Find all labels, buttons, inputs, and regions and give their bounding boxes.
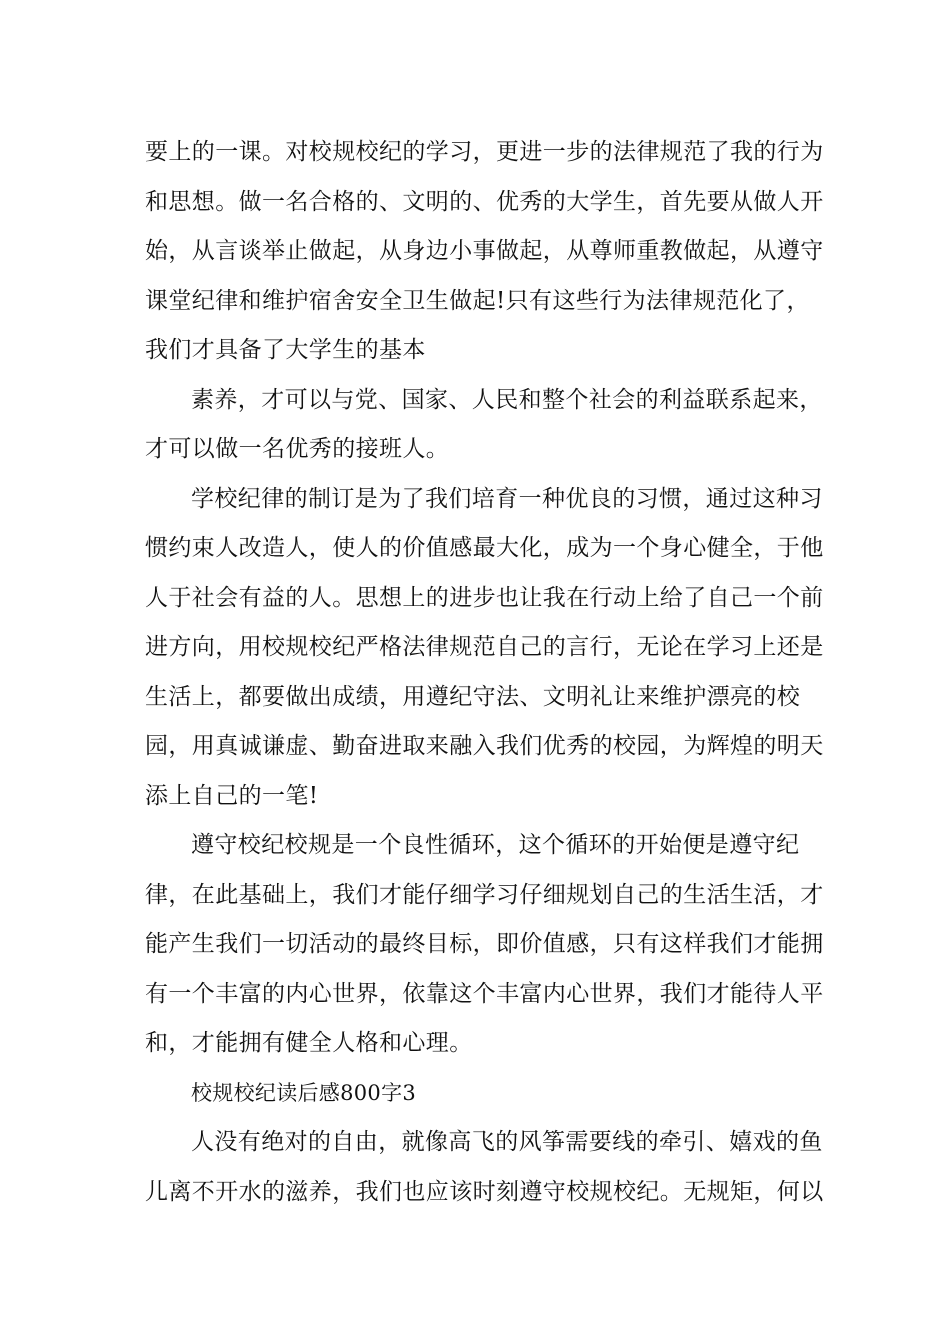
paragraph-3: 学校纪律的制订是为了我们培育一种优良的习惯，通过这种习惯约束人改造人，使人的价值感最大化，成为一个身心健全，于他人于社会有益的人。思想上的进步也让我在行动上给了自己一个前进方向，用校规校纪严格法律规范自己的言行，无论在学习上还是生活上，都要做出成绩，用遵纪守法、文明礼让来维护漂亮的校园，用真诚谦虚、勤奋进取来融入我们优秀的校园，为辉煌的明天添上自己的一笔! bbox=[145, 485, 824, 809]
paragraph-1: 要上的一课。对校规校纪的学习，更进一步的法律规范了我的行为和思想。做一名合格的、文明的、优秀的大学生，首先要从做人开始，从言谈举止做起，从身边小事做起，从尊师重教做起，从遵守课堂纪律和维护宿舍安全卫生做起!只有这些行为法律规范化了，我们才具备了大学生的基本 bbox=[145, 139, 824, 363]
document-body bbox=[145, 128, 827, 1217]
paragraph-2: 素养，才可以与党、国家、人民和整个社会的利益联系起来，才可以做一名优秀的接班人。 bbox=[145, 386, 823, 462]
section-heading: 校规校纪读后感800字3 bbox=[191, 1080, 417, 1105]
paragraph-4: 遵守校纪校规是一个良性循环，这个循环的开始便是遵守纪律，在此基础上，我们才能仔细学习仔细规划自己的生活生活，才能产生我们一切活动的最终目标，即价值感，只有这样我们才能拥有一个丰富的内心世界，依靠这个丰富内心世界，我们才能待人平和，才能拥有健全人格和心理。 bbox=[145, 832, 824, 1056]
paragraph-5: 人没有绝对的自由，就像高飞的风筝需要线的牵引、嬉戏的鱼儿离不开水的滋养，我们也应该时刻遵守校规校纪。无规矩，何以 bbox=[145, 1129, 824, 1205]
